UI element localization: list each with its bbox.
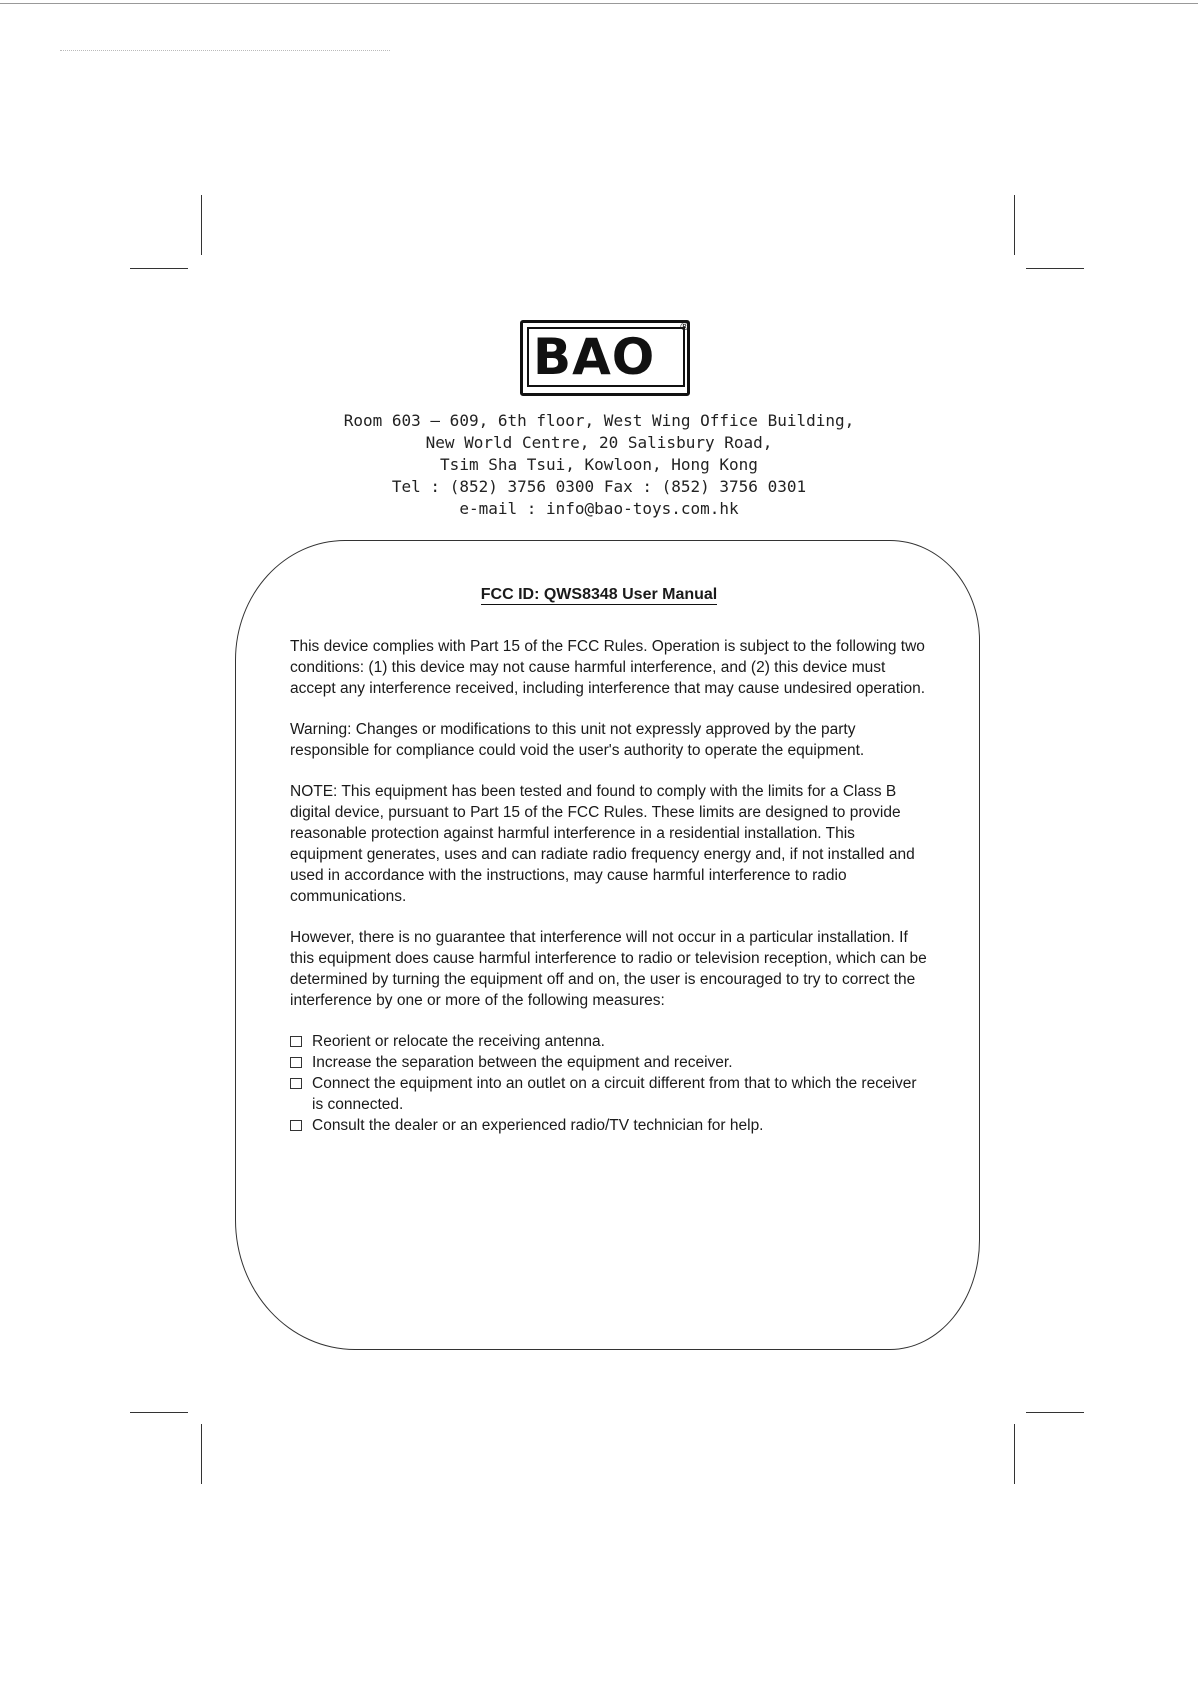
list-item xyxy=(290,1052,930,1073)
email-line: e-mail : info@bao-toys.com.hk xyxy=(459,499,739,518)
scan-artifact xyxy=(60,50,390,51)
list-item xyxy=(290,1031,930,1052)
crop-mark-top-left-vertical xyxy=(201,195,202,255)
guarantee-paragraph: However, there is no guarantee that interference will not occur in a particular installation. If this equipment does cause harmful interference to radio or television reception, which can be determined by turning the equipment off and on, the user is encouraged to try to correct the interference by one or more of the following measures: xyxy=(290,929,927,1009)
manual-title-text: FCC ID: QWS8348 User Manual xyxy=(480,586,718,603)
crop-mark-top-right-vertical xyxy=(1014,195,1015,255)
crop-mark-top-left-horizontal xyxy=(130,268,188,269)
company-address xyxy=(300,410,898,520)
measure-text: Consult the dealer or an experienced radio/TV technician for help. xyxy=(312,1117,764,1134)
address-line: Tsim Sha Tsui, Kowloon, Hong Kong xyxy=(440,455,758,474)
checkbox-icon xyxy=(290,1057,302,1068)
address-line: New World Centre, 20 Salisbury Road, xyxy=(425,433,773,452)
bao-logo xyxy=(520,320,692,394)
note-paragraph: NOTE: This equipment has been tested and found to comply with the limits for a Class B digital device, pursuant to Part 15 of the FCC Rules. These limits are designed to provide reasonable protection against harmful interference in a residential installation. This equipment generates, uses and can radiate radio frequency energy and, if not installed and used in accordance with the instructions, may cause harmful interference to radio communications. xyxy=(290,783,915,905)
measure-text: Reorient or relocate the receiving antenna. xyxy=(312,1033,605,1050)
crop-mark-top-right-horizontal xyxy=(1026,268,1084,269)
manual-content xyxy=(290,636,930,1136)
logo-frame xyxy=(520,320,690,396)
measure-text: Connect the equipment into an outlet on a circuit different from that to which the receiver is connected. xyxy=(312,1075,917,1113)
compliance-paragraph: This device complies with Part 15 of the FCC Rules. Operation is subject to the following two conditions: (1) this device may not cause harmful interference, and (2) this device must accept any interference received, including interference that may cause undesired operation. xyxy=(290,638,926,697)
scan-edge-line xyxy=(0,3,1198,4)
list-item xyxy=(290,1115,930,1136)
manual-title xyxy=(0,586,1198,604)
measures-list xyxy=(290,1031,930,1136)
crop-mark-bottom-left-horizontal xyxy=(130,1412,188,1413)
checkbox-icon xyxy=(290,1036,302,1047)
crop-mark-bottom-right-horizontal xyxy=(1026,1412,1084,1413)
checkbox-icon xyxy=(290,1120,302,1131)
measure-text: Increase the separation between the equipment and receiver. xyxy=(312,1054,733,1071)
logo-text: BAO xyxy=(527,327,685,387)
crop-mark-bottom-left-vertical xyxy=(201,1424,202,1484)
crop-mark-bottom-right-vertical xyxy=(1014,1424,1015,1484)
checkbox-icon xyxy=(290,1078,302,1089)
phone-fax-line: Tel : (852) 3756 0300 Fax : (852) 3756 0301 xyxy=(391,477,807,496)
address-line: Room 603 – 609, 6th floor, West Wing Office Building, xyxy=(343,411,855,430)
warning-paragraph: Warning: Changes or modifications to this unit not expressly approved by the party responsible for compliance could void the user's authority to operate the equipment. xyxy=(290,721,865,759)
list-item xyxy=(290,1073,930,1115)
registered-mark: ® xyxy=(679,320,690,333)
